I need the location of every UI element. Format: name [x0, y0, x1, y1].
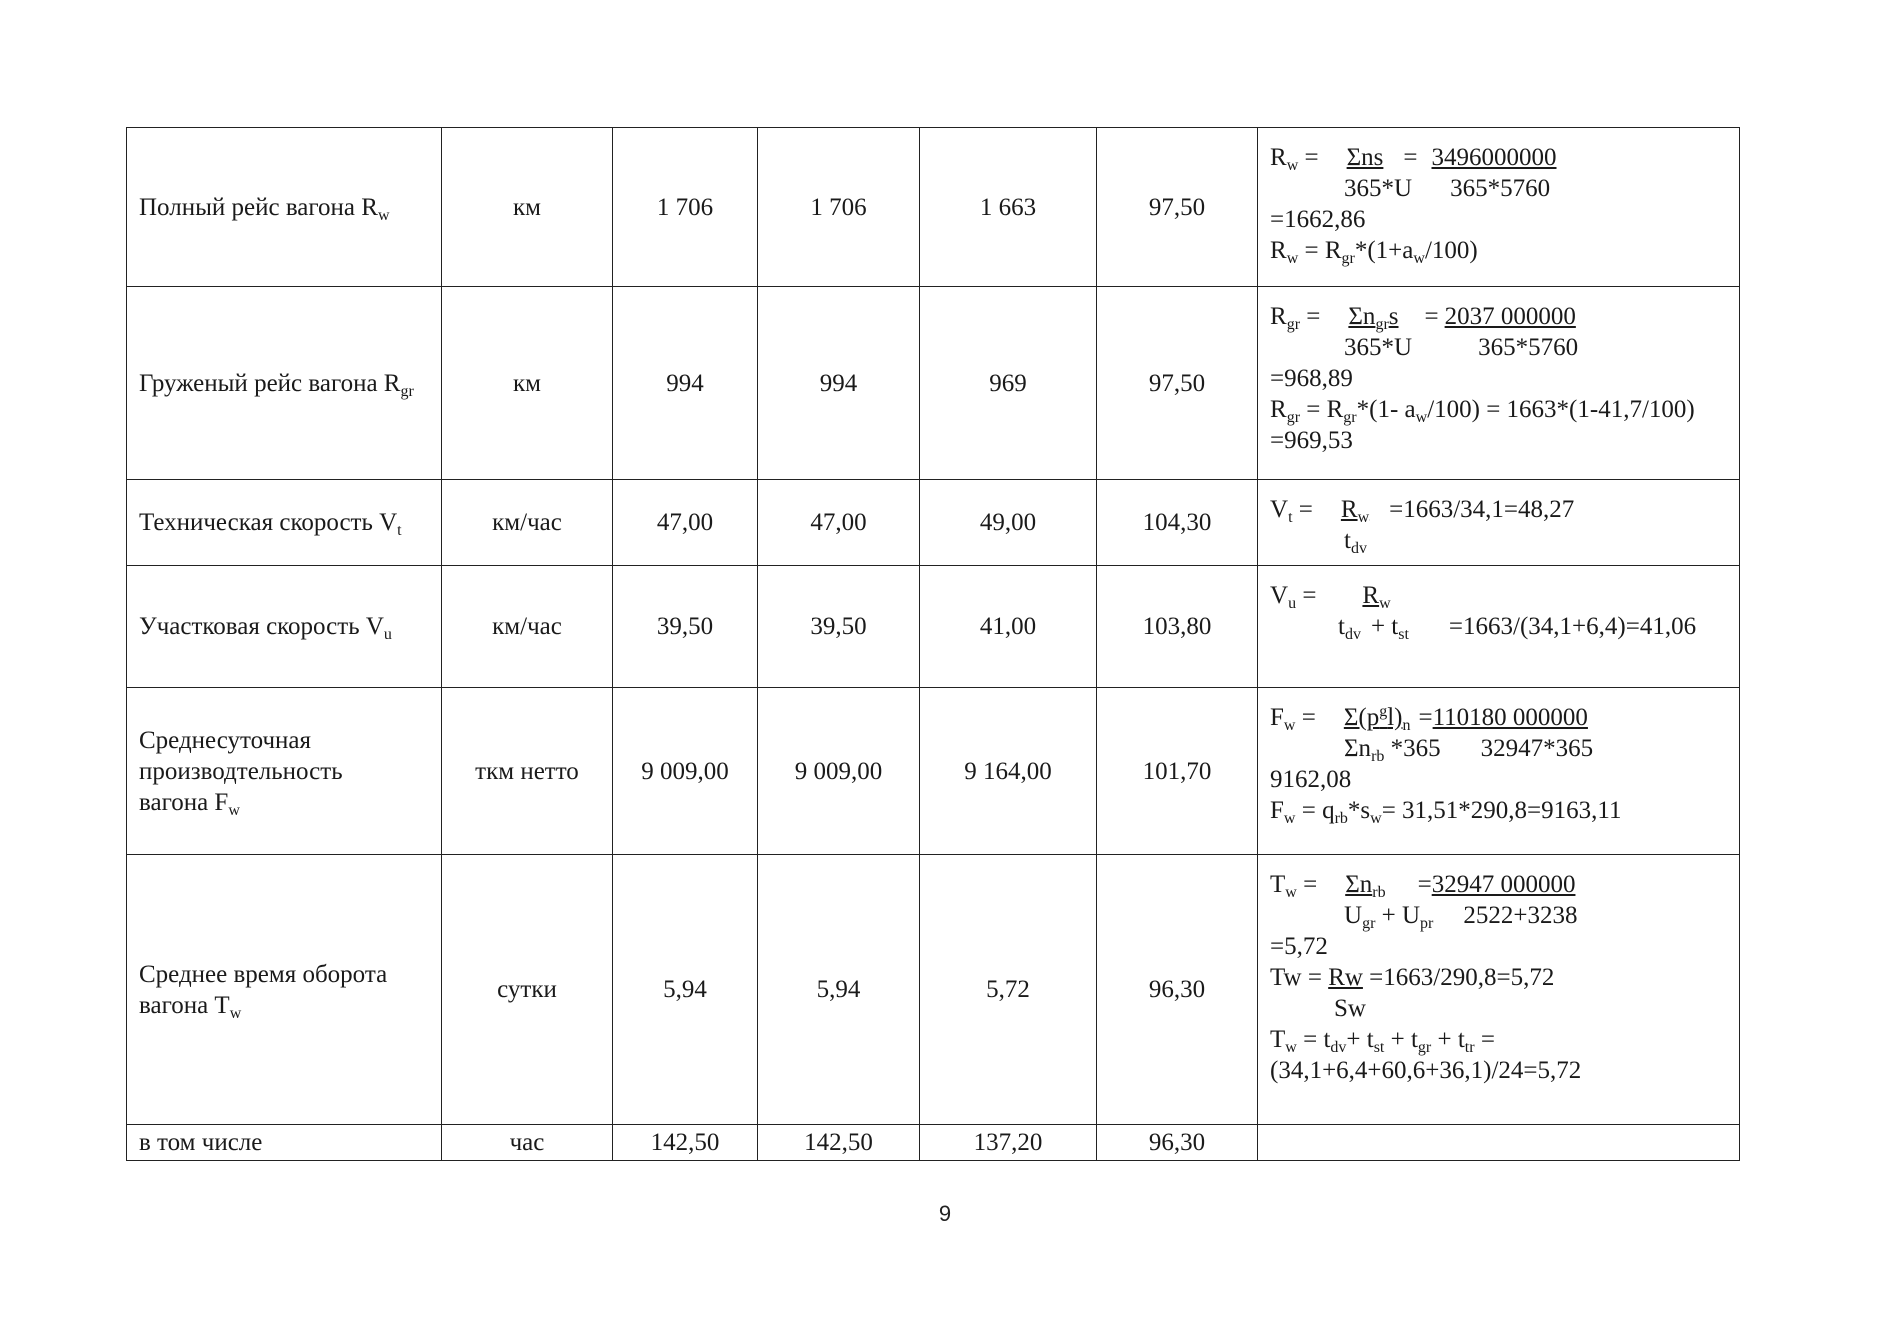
- table-row: [127, 1125, 1740, 1161]
- table-row: [127, 855, 1740, 1125]
- value-cell: 1 663: [920, 128, 1097, 287]
- percent-cell: 96,30: [1097, 855, 1258, 1125]
- formula-cell: [1258, 480, 1740, 566]
- percent-cell: 103,80: [1097, 566, 1258, 688]
- percent-cell: 101,70: [1097, 688, 1258, 855]
- indicators-table: [126, 127, 1740, 1161]
- value-cell: 5,94: [758, 855, 920, 1125]
- value-cell: 5,94: [613, 855, 758, 1125]
- formula-cell: [1258, 128, 1740, 287]
- formula-line: $U_{gr} + U_{pr}$ 2522+3238: [1344, 902, 1578, 932]
- value-cell: 47,00: [613, 480, 758, 566]
- formula-line: $V_u = R_w$: [1270, 582, 1391, 612]
- unit-cell: км/час: [442, 480, 613, 566]
- unit-cell: км: [442, 287, 613, 480]
- value-cell: 142,50: [613, 1125, 758, 1161]
- unit-cell: км/час: [442, 566, 613, 688]
- table-row: [127, 480, 1740, 566]
- formula-line: $R_w = \Sigma ns = 3496000000$: [1270, 144, 1557, 174]
- indicator-name: Среднесуточная производтельность вагона $F_w$: [127, 688, 442, 855]
- percent-cell: 97,50: [1097, 287, 1258, 480]
- value-cell: 39,50: [613, 566, 758, 688]
- value-cell: 9 009,00: [613, 688, 758, 855]
- formula-line: (34,1+6,4+60,6+36,1)/24=5,72: [1270, 1057, 1582, 1084]
- unit-cell: ткм нетто: [442, 688, 613, 855]
- unit-cell: км: [442, 128, 613, 287]
- percent-cell: 96,30: [1097, 1125, 1258, 1161]
- table-row: [127, 688, 1740, 855]
- indicator-name: Груженый рейс вагона $R_{gr}$: [127, 287, 442, 480]
- table-row: [127, 566, 1740, 688]
- formula-line: =5,72: [1270, 933, 1328, 960]
- formula-line: $\Sigma n_{rb}$ *365 32947*365: [1344, 735, 1594, 765]
- indicator-name: Техническая скорость $V_t$: [127, 480, 442, 566]
- indicator-name: в том числе: [127, 1125, 442, 1161]
- value-cell: 1 706: [613, 128, 758, 287]
- value-cell: 9 164,00: [920, 688, 1097, 855]
- formula-line: $t_{dv}$: [1344, 527, 1367, 557]
- formula-line: $V_t = R_w =1663/34,1=48,27$: [1270, 496, 1575, 526]
- formula-line: =969,53: [1270, 427, 1353, 454]
- formula-line: $R_{gr} = \Sigma n_{gr}s = 2037$ 000000: [1270, 303, 1576, 333]
- formula-line: =1662,86: [1270, 206, 1366, 233]
- table-row: [127, 128, 1740, 287]
- percent-cell: 104,30: [1097, 480, 1258, 566]
- percent-cell: 97,50: [1097, 128, 1258, 287]
- formula-line: $T_w = \Sigma n_{rb} =32947$ 000000: [1270, 871, 1576, 901]
- formula-cell: [1258, 1125, 1740, 1161]
- unit-cell: сутки: [442, 855, 613, 1125]
- indicator-name: Полный рейс вагона $R_w$: [127, 128, 442, 287]
- unit-cell: час: [442, 1125, 613, 1161]
- value-cell: 1 706: [758, 128, 920, 287]
- formula-line: $R_{gr} = R_{gr}*(1-$ $a_w/100) = 1663*(1-41,7/100)$: [1270, 396, 1695, 426]
- value-cell: 41,00: [920, 566, 1097, 688]
- value-cell: 994: [758, 287, 920, 480]
- formula-line: 9162,08: [1270, 766, 1352, 793]
- formula-cell: [1258, 566, 1740, 688]
- value-cell: 9 009,00: [758, 688, 920, 855]
- formula-line: =968,89: [1270, 365, 1353, 392]
- formula-cell: [1258, 855, 1740, 1125]
- formula-line: $T_w = t_{dv}+ t_{st} + t_{gr} + t_{tr}$ =: [1270, 1026, 1495, 1056]
- value-cell: 5,72: [920, 855, 1097, 1125]
- formula-cell: [1258, 688, 1740, 855]
- indicator-name: Участковая скорость $V_u$: [127, 566, 442, 688]
- formula-line: Tw = Rw =1663/290,8=5,72: [1270, 964, 1555, 991]
- indicator-name: Среднее время оборота вагона $T_w$: [127, 855, 442, 1125]
- formula-line: $R_w = R_{gr}*(1+a_w/100)$: [1270, 237, 1478, 267]
- value-cell: 142,50: [758, 1125, 920, 1161]
- formula-cell: [1258, 287, 1740, 480]
- formula-line: Sw: [1334, 995, 1366, 1022]
- page-number: 9: [938, 1201, 952, 1226]
- formula-line: 365*U 365*5760: [1344, 334, 1579, 361]
- value-cell: 137,20: [920, 1125, 1097, 1161]
- formula-line: $t_{dv} + t_{st} =1663/(34,1+6,4)=41,06$: [1338, 613, 1697, 643]
- value-cell: 39,50: [758, 566, 920, 688]
- value-cell: 969: [920, 287, 1097, 480]
- value-cell: 47,00: [758, 480, 920, 566]
- table-row: [127, 287, 1740, 480]
- formula-line: $F_w = \Sigma(p^gl)_n =110180$ 000000: [1270, 703, 1588, 734]
- value-cell: 994: [613, 287, 758, 480]
- value-cell: 49,00: [920, 480, 1097, 566]
- formula-line: $F_w = q_{rb}*s_w= 31,51*290,8=9163,11$: [1270, 797, 1622, 827]
- formula-line: 365*U 365*5760: [1344, 175, 1551, 202]
